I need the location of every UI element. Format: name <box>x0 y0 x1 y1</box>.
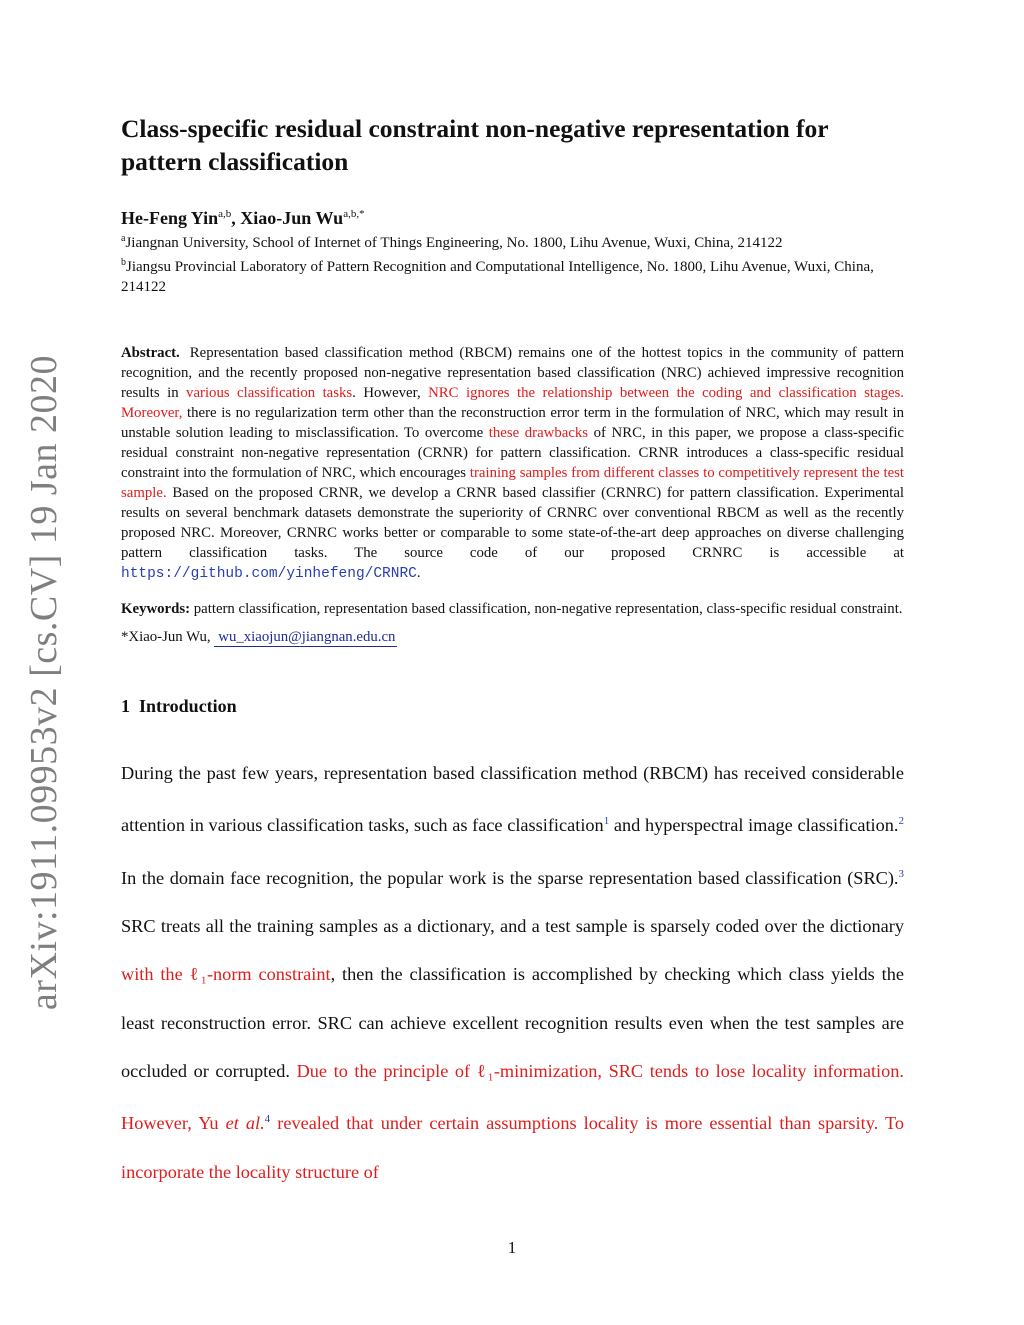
intro-paragraph <box>121 749 904 1196</box>
affil-text: Jiangnan University, School of Internet of Things Engineering, No. 1800, Lihu Avenue, Wuxi, China, 214122 <box>125 235 783 251</box>
highlight: Moreover, <box>121 405 183 421</box>
body-text: , then the classification is accomplished by checking which class yields the least reconstruction error. SRC can achieve excellent recognition results even when the test samples are occluded or corrupted. <box>121 964 904 1081</box>
keywords-text: pattern classification, representation based classification, non-negative representation, class-specific residual constraint. <box>193 601 903 617</box>
author-name: Xiao-Jun Wu <box>240 208 344 228</box>
highlight-italic: et al. <box>225 1113 265 1134</box>
highlight: with the ℓ₁-norm constraint <box>121 964 331 985</box>
abstract-text: of NRC, in this paper, we propose a class-specific residual constraint non-negative representation (CRNR) for pattern classification. CRNR introduces a class-specific residual constraint into the formulation of NRC, which encourages <box>121 425 904 481</box>
paper-title: Class-specific residual constraint non-negative representation for pattern classification <box>121 114 829 176</box>
highlight: training samples from different classes to competitively represent the test sample. <box>121 465 905 501</box>
affiliation-a <box>121 229 904 253</box>
section-number: 1 <box>121 696 130 716</box>
affiliation-b <box>121 253 904 297</box>
citation-link[interactable]: 4 <box>264 1113 271 1126</box>
keywords-label: Keywords: <box>121 601 191 617</box>
affil-mark: a <box>121 233 126 244</box>
abstract <box>121 343 904 584</box>
author-affil-mark: a,b <box>218 208 232 220</box>
affil-mark: b <box>121 257 126 268</box>
affil-text: Jiangsu Provincial Laboratory of Pattern Recognition and Computational Intelligence, No. 1800, Lihu Avenue, Wuxi, China, 214122 <box>121 259 874 295</box>
section-heading <box>121 696 904 717</box>
author-list <box>121 208 904 229</box>
highlight: Due to the principle of ℓ₁-minimization, SRC tends to lose locality information. However, Yu <box>121 1060 904 1134</box>
abstract-text: . <box>416 565 421 581</box>
citation-link[interactable]: 3 <box>898 867 904 880</box>
abstract-text: Representation based classification method (RBCM) remains one of the hottest topics in the community of pattern recognition, and the recently proposed non-negative representation based classification (NRC) achieved impressive recognition results in <box>121 345 904 401</box>
keywords <box>121 598 904 621</box>
body-text: and hyperspectral image classification. <box>609 815 899 836</box>
section-title: Introduction <box>139 696 237 716</box>
corresponding-author: *Xiao-Jun Wu, <box>121 629 211 645</box>
source-code-link[interactable]: https://github.com/yinhefeng/CRNRC <box>121 566 417 582</box>
highlight: these drawbacks <box>488 425 589 441</box>
citation-link[interactable]: 1 <box>603 815 610 828</box>
abstract-text: Based on the proposed CRNR, we develop a CRNR based classifier (CRNRC) for pattern classification. Experimental results on several benchmark datasets demonstrate the superiority of CRNRC over conventional RBCM as well as the recently proposed NRC. Moreover, CRNRC works better or comparable to some state-of-the-art deep approaches on diverse challenging pattern classification tasks. The source code of our proposed CRNRC is accessible at <box>121 485 904 561</box>
email-link[interactable]: wu_xiaojun@jiangnan.edu.cn <box>214 629 397 647</box>
correspondence <box>121 629 904 646</box>
body-text: SRC treats all the training samples as a dictionary, and a test sample is sparsely coded over the dictionary <box>121 916 904 937</box>
page-number: 1 <box>507 1238 517 1257</box>
highlight: various classification tasks <box>186 385 353 401</box>
arxiv-stamp: arXiv:1911.09953v2 [cs.CV] 19 Jan 2020 <box>23 355 65 1011</box>
author-name: He-Feng Yin <box>121 208 219 228</box>
paper-page <box>121 112 904 1196</box>
abstract-text: there is no regularization term other than the reconstruction error term in the formulation of NRC, which may result in unstable solution leading to misclassification. To overcome <box>121 405 904 441</box>
author-affil-mark: a,b,* <box>343 208 365 220</box>
body-text: During the past few years, representation based classification method (RBCM) has received considerable attention in various classification tasks, such as face classification <box>121 763 904 836</box>
body-text: In the domain face recognition, the popular work is the sparse representation based classification (SRC). <box>121 867 899 888</box>
highlight: revealed that under certain assumptions locality is more essential than sparsity. To incorporate the locality structure of <box>121 1113 904 1182</box>
author-separator: , <box>231 208 241 228</box>
citation-link[interactable]: 2 <box>898 815 904 828</box>
abstract-text: . However, <box>352 385 429 401</box>
highlight: NRC ignores the relationship between the coding and classification stages. <box>428 385 905 401</box>
abstract-label: Abstract. <box>121 345 180 361</box>
